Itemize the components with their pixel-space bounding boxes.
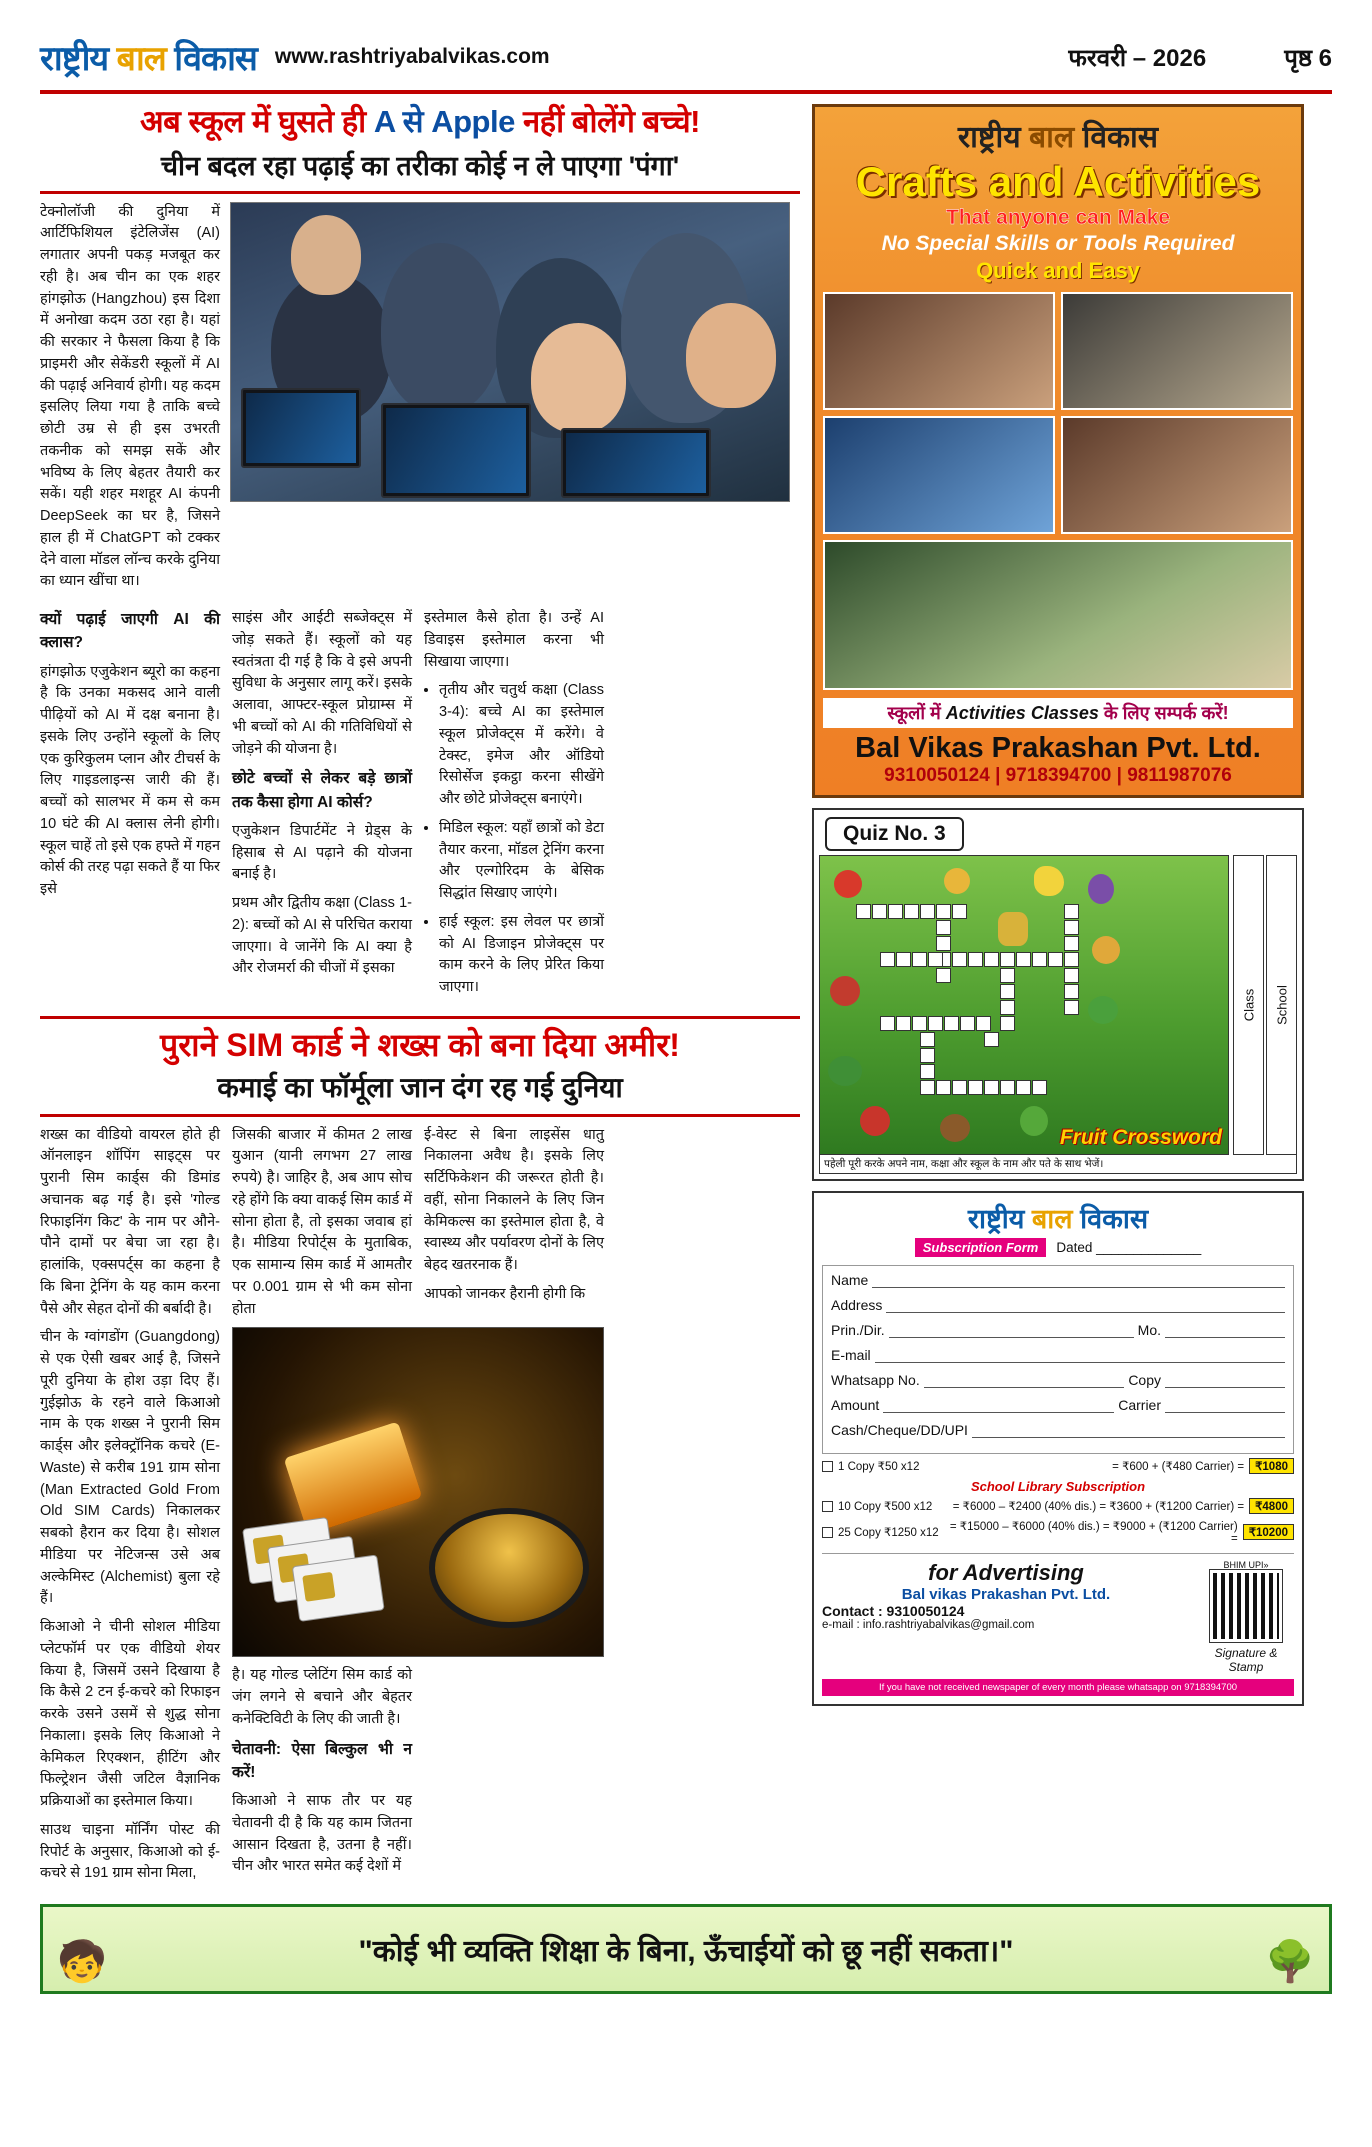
article2-col2-p2: है। यह गोल्ड प्लेटिंग सिम कार्ड को जंग लगने से बचाने और बेहतर कनेक्टिविटी के लिए की जाती है। bbox=[232, 1667, 412, 1727]
logo-part-2: बाल bbox=[116, 40, 175, 78]
subs-brand-part2: बाल bbox=[1031, 1204, 1081, 1234]
field-address-input[interactable] bbox=[886, 1299, 1285, 1313]
article2-col4-spacer bbox=[616, 1125, 796, 1893]
article1-col1-p2: हांगझोऊ एजुकेशन ब्यूरो का कहना है कि उनका मकसद आने वाली पीढ़ियों को AI में दक्ष बनाना है। इसके लिए उन्होंने स्कूलों के लिए एक कुरिकुलम प्लान और टीचर्स के लिए गाइडलाइन्स जारी की हैं। बच्चों को सालभर में कम से कम 10 घंटे की AI क्लास लेनी होगी। स्कूल चाहें तो इसे एक हफ्ते में गहन कोर्स की तरह पढ़ा सकते हैं या फिर इसे bbox=[40, 663, 220, 898]
logo-part-1: राष्ट्रीय bbox=[40, 40, 117, 78]
article2-col3-p2: आपको जानकर हैरानी होगी कि bbox=[424, 1285, 586, 1302]
article2-photo-gold-melting bbox=[232, 1327, 604, 1657]
field-email-label: E-mail bbox=[831, 1347, 871, 1363]
article1-col2-p2: एजुकेशन डिपार्टमेंट ने ग्रेड्स के हिसाब से AI पढ़ाने की योजना बनाई है। bbox=[232, 822, 412, 883]
quiz-field-school-label: School bbox=[1274, 985, 1289, 1025]
field-amount-input[interactable] bbox=[883, 1399, 1114, 1413]
quiz-box bbox=[812, 808, 1304, 1181]
article2-col3-p1: ई-वेस्ट से बिना लाइसेंस धातु निकालना अवैध है। इसके लिए सर्टिफिकेशन की जरूरत होती है। वहीं, सोना निकालने के लिए जिन केमिकल्स का इस्तेमाल होता है, वे स्वास्थ्य और पर्यावरण दोनों के लिए बेहद खतरनाक हैं। bbox=[424, 1126, 604, 1274]
craft-photo-1 bbox=[823, 292, 1055, 410]
subs-dated[interactable]: Dated ______________ bbox=[1056, 1240, 1202, 1255]
tree-illustration-icon: 🌳 bbox=[1265, 1940, 1315, 1985]
article1-col2-p1: साइंस और आईटी सब्जेक्ट्स में जोड़ सकते हैं। स्कूलों को यह स्वतंत्रता दी गई है कि वे इसे अपनी सुविधा के अनुसार लागू करें। इसके अलावा, आफ्टर-स्कूल प्रोग्राम्स में भी बच्चों को AI की गतिविधियों से जोड़ने की योजना है। bbox=[232, 610, 412, 757]
article1-col4-spacer bbox=[616, 608, 796, 1006]
article2-col2 bbox=[232, 1125, 412, 1893]
article2-col1-p4: साउथ चाइना मॉर्निंग पोस्ट की रिपोर्ट के अनुसार, किआओ को ई-कचरे से 191 ग्राम सोना मिला, bbox=[40, 1821, 220, 1882]
article1-headline bbox=[40, 104, 800, 140]
field-copy-input[interactable] bbox=[1165, 1374, 1285, 1388]
body-grid bbox=[40, 104, 1332, 1892]
qr-caption: BHIM UPI» bbox=[1223, 1560, 1269, 1570]
field-name-label: Name bbox=[831, 1272, 869, 1288]
field-carrier-input[interactable] bbox=[1165, 1399, 1285, 1413]
quiz-instruction: पहेली पूरी करके अपने नाम, कक्षा और स्कूल के नाम और पते के साथ भेजें। bbox=[819, 1155, 1297, 1174]
field-carrier-label: Carrier bbox=[1118, 1397, 1161, 1413]
fruit-orange-icon bbox=[1092, 936, 1120, 964]
article1-headline-part1: अब स्कूल में घुसते ही bbox=[140, 104, 374, 139]
crafts-brand-part3: विकास bbox=[1082, 121, 1159, 154]
child-illustration-icon: 🧒 bbox=[57, 1940, 107, 1985]
advertising-email[interactable]: e-mail : info.rashtriyabalvikas@gmail.com bbox=[822, 1619, 1035, 1631]
subs-plan-list bbox=[822, 1458, 1294, 1545]
field-name-input[interactable] bbox=[872, 1274, 1285, 1288]
article2-col2-p1: जिसकी बाजार में कीमत 2 लाख युआन (यानी लगभग 27 लाख रुपये) है। जाहिर है, अब आप सोच रहे होंगे कि क्या वाकई सिम कार्ड में सोना होता है, तो इसका जवाब हां है। मीडिया रिपोर्ट्स के मुताबिक, एक सामान्य सिम कार्ड में आमतौर पर 0.001 ग्राम से भी कम सोना होता bbox=[232, 1126, 412, 1317]
fruit-kiwi-icon bbox=[940, 1114, 970, 1142]
fruit-avocado-icon bbox=[1020, 1106, 1048, 1136]
fruit-grape-icon bbox=[1088, 874, 1114, 904]
field-whatsapp-input[interactable] bbox=[924, 1374, 1125, 1388]
school-library-heading: School Library Subscription bbox=[970, 1479, 1146, 1494]
craft-photo-3 bbox=[823, 416, 1055, 534]
fruit-lemon-icon bbox=[944, 868, 970, 894]
masthead bbox=[40, 34, 1332, 94]
field-whatsapp[interactable] bbox=[831, 1372, 1285, 1388]
crafts-contact-prefix: स्कूलों में bbox=[887, 703, 946, 723]
field-name[interactable] bbox=[831, 1272, 1285, 1288]
field-mobile-label: Mo. bbox=[1137, 1322, 1161, 1338]
article1-headline-part3: नहीं बोलेंगे बच्चे! bbox=[514, 104, 700, 139]
fruit-strawberry-icon bbox=[830, 976, 860, 1006]
divider-red bbox=[40, 191, 800, 194]
plan-calc-3: = ₹15000 – ₹6000 (40% dis.) = ₹9000 + (₹1200 Carrier) = bbox=[949, 1521, 1238, 1545]
crafts-line2: That anyone can Make bbox=[945, 206, 1171, 229]
advertising-title: for Advertising bbox=[928, 1560, 1084, 1585]
article2-col1 bbox=[40, 1125, 220, 1893]
field-payment-input[interactable] bbox=[972, 1424, 1285, 1438]
plan-checkbox-3[interactable] bbox=[822, 1527, 833, 1538]
article1-col3 bbox=[424, 608, 604, 1006]
quiz-title: Quiz No. 3 bbox=[825, 817, 964, 851]
field-principal-label: Prin./Dir. bbox=[831, 1322, 885, 1338]
article1-col1-p1: टेक्नोलॉजी की दुनिया में आर्टिफिशियल इंटेलिजेंस (AI) लगातार अपनी पकड़ मजबूत कर रही है। अब चीन का एक शहर हांगझोऊ (Hangzhou) इस दिशा में अनोखा कदम उठा रहा है। यहां की सरकार ने फैसला किया है कि प्राइमरी और सेकेंडरी स्कूलों में AI की पढ़ाई अनिवार्य होगी। यह कदम इसलिए लिया गया है ताकि बच्चे छोटी उम्र से ही इस उभरती तकनीक को समझ सकें और भविष्य के लिए बेहतर तैयारी कर सकें। यही शहर मशहूर AI कंपनी DeepSeek का घर है, जिसने हाल ही में ChatGPT को टक्कर देने वाला मॉडल लॉन्च करके दुनिया का ध्यान खींचा था। bbox=[40, 203, 220, 590]
article2-col1-p3: किआओ ने चीनी सोशल मीडिया प्लेटफॉर्म पर एक वीडियो शेयर किया है, जिसमें उसने दिखाया है कि कैसे 2 टन ई-कचरे को रिफाइन करके उसने उसमें से शुद्ध सोना निकाला। इसके लिए किआओ ने केमिकल रिएक्शन, हीटिंग और फिल्ट्रेशन जैसी जटिल वैज्ञानिक प्रक्रियाओं का इस्तेमाल किया। bbox=[40, 1619, 220, 1810]
footer-quote-banner bbox=[40, 1904, 1332, 1994]
signature-label: Signature & Stamp bbox=[1214, 1646, 1278, 1674]
field-payment[interactable] bbox=[831, 1422, 1285, 1438]
crafts-brand bbox=[823, 115, 1293, 156]
field-principal-input[interactable] bbox=[889, 1324, 1134, 1338]
article2-col2-q: चेतावनी: ऐसा बिल्कुल भी न करें! bbox=[232, 1740, 412, 1781]
article1-col1b bbox=[40, 608, 220, 1006]
crafts-line3: No Special Skills or Tools Required bbox=[881, 232, 1235, 255]
plan-row-1[interactable] bbox=[822, 1458, 1294, 1474]
field-mobile-input[interactable] bbox=[1165, 1324, 1285, 1338]
crafts-contact-mid: Activities Classes bbox=[945, 703, 1099, 723]
plan-label-1: 1 Copy ₹50 x12 bbox=[838, 1461, 920, 1473]
list-item: • हाई स्कूल: इस लेवल पर छात्रों को AI डिजाइन प्रोजेक्ट्स पर काम करने के लिए प्रेरित किया जाएगा। bbox=[439, 912, 604, 999]
article1-col3-p1: इस्तेमाल कैसे होता है। उन्हें AI डिवाइस इस्तेमाल करना भी सिखाया जाएगा। bbox=[424, 610, 604, 670]
subs-header-row bbox=[822, 1238, 1294, 1257]
quiz-side-fields bbox=[1233, 855, 1297, 1155]
plan-label-2: 10 Copy ₹500 x12 bbox=[838, 1501, 933, 1513]
field-email-input[interactable] bbox=[875, 1349, 1285, 1363]
field-amount-label: Amount bbox=[831, 1397, 880, 1413]
article1-q2: छोटे बच्चों से लेकर बड़े छात्रों तक कैसा होगा AI कोर्स? bbox=[232, 770, 412, 811]
advertising-text bbox=[822, 1560, 1190, 1674]
subs-brand-part1: राष्ट्रीय bbox=[967, 1204, 1032, 1234]
fruit-banana-icon bbox=[1034, 866, 1064, 896]
subscription-form bbox=[812, 1191, 1304, 1706]
fruit-pear-icon bbox=[1088, 996, 1118, 1024]
field-address-label: Address bbox=[831, 1297, 883, 1313]
craft-photo-4 bbox=[1061, 416, 1293, 534]
plan-row-2[interactable] bbox=[822, 1498, 1294, 1514]
article2-col1-p1: शख्स का वीडियो वायरल होते ही ऑनलाइन शॉपिंग साइट्स पर पुरानी सिम कार्ड्स की डिमांड अचानक बढ़ गई है। इसे 'गोल्ड रिफाइनिंग किट' के नाम पर औने-पौने दामों पर बेचा जा रहा है। हालांकि, एक्सपर्ट्स का कहना है कि बिना ट्रेनिंग के यह काम करना पैसे और सेहत दोनों की बर्बादी है। bbox=[40, 1126, 220, 1317]
quiz-field-class[interactable] bbox=[1233, 855, 1264, 1155]
crafts-company-name: Bal Vikas Prakashan Pvt. Ltd. bbox=[855, 732, 1261, 764]
quiz-body bbox=[819, 855, 1297, 1155]
crafts-advertisement[interactable] bbox=[812, 104, 1304, 798]
plan-calc-2: = ₹6000 – ₹2400 (40% dis.) = ₹3600 + (₹1200 Carrier) = bbox=[952, 1501, 1245, 1513]
crafts-contact-suffix: के लिए सम्पर्क करें! bbox=[1098, 703, 1229, 723]
crafts-brand-part2: बाल bbox=[1028, 121, 1083, 154]
crafts-contact-line bbox=[823, 698, 1293, 728]
article-ai-school bbox=[40, 104, 800, 1006]
article-sim-gold bbox=[40, 1016, 800, 1892]
crossword-grid[interactable] bbox=[819, 855, 1229, 1155]
article1-q1: क्यों पढ़ाई जाएगी AI की क्लास? bbox=[40, 611, 220, 652]
article1-subhead: चीन बदल रहा पढ़ाई का तरीका कोई न ले पाएगा 'पंगा' bbox=[160, 150, 680, 181]
plan-total-1: ₹1080 bbox=[1249, 1458, 1294, 1474]
field-principal[interactable] bbox=[831, 1322, 1285, 1338]
right-column bbox=[812, 104, 1304, 1892]
publication-logo bbox=[40, 34, 257, 80]
field-address[interactable] bbox=[831, 1297, 1285, 1313]
footer-quote: "कोई भी व्यक्ति शिक्षा के बिना, ऊँचाईयों को छू नहीं सकता।" bbox=[358, 1934, 1014, 1968]
article1-columns bbox=[40, 608, 800, 1006]
fruit-cherry-icon bbox=[860, 1106, 890, 1136]
fruit-pineapple-icon bbox=[998, 912, 1028, 946]
article1-col2-p3: प्रथम और द्वितीय कक्षा (Class 1-2): बच्चों को AI से परिचित कराया जाएगा। वे जानेंगे कि AI क्या है और रोजमर्रा की चीजों में इसका bbox=[232, 895, 412, 977]
article1-col2 bbox=[232, 608, 412, 1006]
crossword-label: Fruit Crossword bbox=[1059, 1126, 1222, 1149]
craft-photo-2 bbox=[1061, 292, 1293, 410]
plan-checkbox-2[interactable] bbox=[822, 1501, 833, 1512]
fruit-watermelon-icon bbox=[828, 1056, 862, 1086]
subs-field-list bbox=[822, 1265, 1294, 1454]
craft-photo-5 bbox=[823, 540, 1293, 690]
issue-date: फरवरी – 2026 bbox=[1068, 44, 1207, 72]
quiz-field-class-label: Class bbox=[1241, 988, 1256, 1022]
sim-cards-group bbox=[242, 1509, 406, 1639]
article2-headline: पुराने SIM कार्ड ने शख्स को बना दिया अमीर! bbox=[160, 1026, 680, 1063]
plan-label-3: 25 Copy ₹1250 x12 bbox=[838, 1527, 939, 1539]
quiz-field-school[interactable] bbox=[1266, 855, 1297, 1155]
subscription-notice: If you have not received newspaper of every month please whatsapp on 9718394700 bbox=[822, 1679, 1294, 1696]
article1-headline-part2: A से Apple bbox=[373, 104, 515, 139]
advertising-contact[interactable]: Contact : 9310050124 bbox=[822, 1603, 965, 1619]
field-whatsapp-label: Whatsapp No. bbox=[831, 1372, 920, 1388]
subs-brand bbox=[822, 1199, 1294, 1236]
subs-brand-part3: विकास bbox=[1080, 1204, 1149, 1234]
qr-block bbox=[1198, 1560, 1294, 1674]
crafts-line4: Quick and Easy bbox=[976, 258, 1140, 283]
gold-bowl-shape bbox=[429, 1508, 589, 1628]
left-column bbox=[40, 104, 800, 1892]
article2-subhead: कमाई का फॉर्मूला जान दंग रह गई दुनिया bbox=[217, 1071, 623, 1103]
page-number: पृष्ठ 6 bbox=[1284, 44, 1332, 72]
divider-red-2 bbox=[40, 1114, 800, 1117]
field-payment-label: Cash/Cheque/DD/UPI bbox=[831, 1422, 968, 1438]
article1-col1 bbox=[40, 202, 220, 601]
plan-total-2: ₹4800 bbox=[1249, 1498, 1294, 1514]
list-item: • मिडिल स्कूल: यहाँ छात्रों को डेटा तैयार करना, मॉडल ट्रेनिंग करना और एल्गोरिदम के बेसिक सिद्धांत सिखाए जाएंगे। bbox=[439, 818, 604, 905]
crafts-photo-grid bbox=[823, 292, 1293, 690]
plan-calc-1: = ₹600 + (₹480 Carrier) = bbox=[1112, 1461, 1245, 1473]
field-amount[interactable] bbox=[831, 1397, 1285, 1413]
plan-total-3: ₹10200 bbox=[1243, 1524, 1294, 1540]
list-item: • तृतीय और चतुर्थ कक्षा (Class 3-4): बच्चे AI का इस्तेमाल स्कूल प्रोजेक्ट्स में करेंगे। वे टेक्स्ट, इमेज और ऑडियो रिसोर्सेज इकट्ठा करना सीखेंगे और छोटे प्रोजेक्ट्स बनाएंगे। bbox=[439, 680, 604, 811]
article2-columns bbox=[40, 1125, 800, 1893]
field-email[interactable] bbox=[831, 1347, 1285, 1363]
article1-photo-classroom bbox=[230, 202, 790, 502]
logo-part-3: विकास bbox=[174, 40, 257, 78]
article2-col1-p2: चीन के ग्वांगडोंग (Guangdong) से एक ऐसी खबर आई है, जिसने पूरी दुनिया के होश उड़ा दिए हैं। गुईझोऊ के रहने वाले किआओ नाम के एक शख्स ने पुरानी सिम कार्ड्स और इलेक्ट्रॉनिक कचरे (E-Waste) से करीब 191 ग्राम सोना (Man Extracted Gold From Old SIM Cards) निकालकर सबको हैरान कर दिया है। सोशल मीडिया पर नेटिजन्स उसे अब अल्केमिस्ट (Alchemist) बुला रहे हैं। bbox=[40, 1329, 220, 1607]
sim-card bbox=[292, 1555, 385, 1622]
plan-row-3[interactable] bbox=[822, 1519, 1294, 1545]
crafts-phone-numbers[interactable]: 9310050124 | 9718394700 | 9811987076 bbox=[884, 765, 1232, 786]
website-url[interactable]: www.rashtriyabalvikas.com bbox=[274, 45, 550, 68]
subs-badge: Subscription Form bbox=[915, 1238, 1047, 1257]
article1-bullet-list bbox=[424, 680, 604, 999]
crafts-title: Crafts and Activities bbox=[855, 158, 1261, 205]
advertising-block bbox=[822, 1553, 1294, 1674]
fruit-apple-icon bbox=[834, 870, 862, 898]
article1-top bbox=[40, 202, 800, 601]
advertising-company: Bal vikas Prakashan Pvt. Ltd. bbox=[901, 1586, 1111, 1603]
qr-code-icon[interactable] bbox=[1210, 1570, 1282, 1642]
article2-col2-p3: किआओ ने साफ तौर पर यह चेतावनी दी है कि यह काम जितना आसान दिखता है, उतना है नहीं। चीन और भारत समेत कई देशों में bbox=[232, 1793, 412, 1875]
plan-checkbox-1[interactable] bbox=[822, 1461, 833, 1472]
crafts-brand-part1: राष्ट्रीय bbox=[957, 121, 1029, 154]
field-copy-label: Copy bbox=[1128, 1372, 1161, 1388]
